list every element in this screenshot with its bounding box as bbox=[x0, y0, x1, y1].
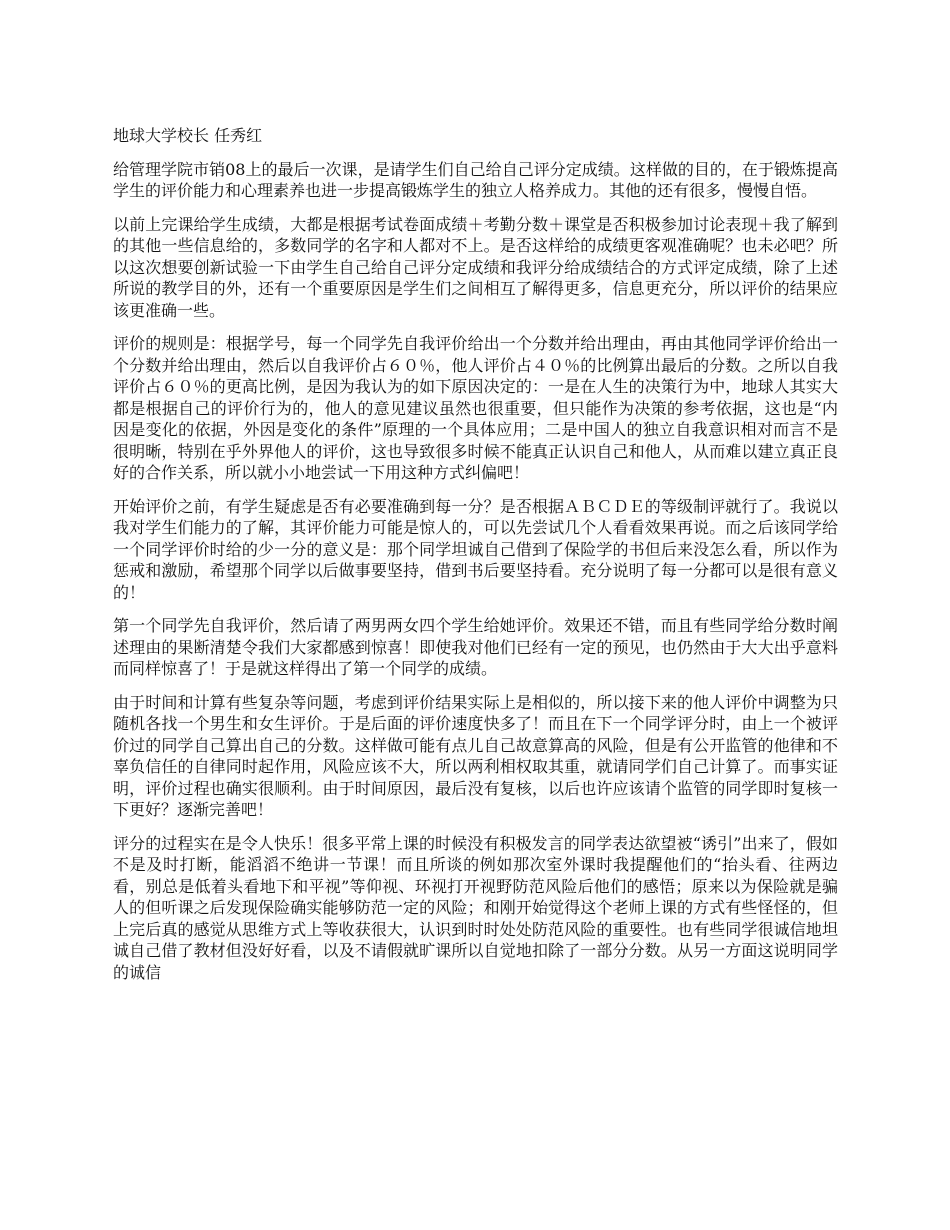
paragraph-3: 评价的规则是：根据学号，每一个同学先自我评价给出一个分数并给出理由，再由其他同学评价给出一个分数并给出理由，然后以自我评价占６０％，他人评价占４０％的比例算出最后的分数。之所以自我评价占６０％的更高比例，是因为我认为的如下原因决定的：一是在人生的决策行为中，地球人其实大都是根据自己的评价行为的，他人的意见建议虽然也很重要，但只能作为决策的参考依据，这也是“内因是变化的依据，外因是变化的条件”原理的一个具体应用；二是中国人的独立自我意识相对而言不是很明晰，特别在乎外界他人的评价，这也导致很多时候不能真正认识自己和他人，从而难以建立真正良好的合作关系，所以就小小地尝试一下用这种方式纠偏吧！ bbox=[113, 334, 838, 482]
document-page bbox=[113, 125, 838, 995]
paragraph-6: 由于时间和计算有些复杂等问题，考虑到评价结果实际上是相似的，所以接下来的他人评价中调整为只随机各找一个男生和女生评价。于是后面的评价速度快多了！而且在下一个同学评分时，由上一个被评价过的同学自己算出自己的分数。这样做可能有点儿自己故意算高的风险，但是有公开监管的他律和不辜负信任的自律同时起作用，风险应该不大，所以两利相权取其重，就请同学们自己计算了。而事实证明，评价过程也确实很顺利。由于时间原因，最后没有复核，以后也许应该请个监管的同学即时复核一下更好？逐渐完善吧！ bbox=[113, 692, 838, 819]
author-line: 地球大学校长 任秀红 bbox=[113, 126, 263, 145]
paragraph-7: 评分的过程实在是令人快乐！很多平常上课的时候没有积极发言的同学表达欲望被“诱引”出来了，假如不是及时打断，能滔滔不绝讲一节课！而且所谈的例如那次室外课时我提醒他们的“抬头看、往两边看，别总是低着头看地下和平视”等仰视、环视打开视野防范风险后他们的感悟；原来以为保险就是骗人的但听课之后发现保险确实能够防范一定的风险；和刚开始觉得这个老师上课的方式有些怪怪的，但上完后真的感觉从思维方式上等收获很大，认识到时时处处防范风险的重要性。也有些同学很诚信地坦诚自己借了教材但没好好看，以及不请假就旷课所以自觉地扣除了一部分分数。从另一方面这说明同学的诚信 bbox=[113, 833, 838, 982]
paragraph-4: 开始评价之前，有学生疑虑是否有必要准确到每一分？是否根据ＡＢＣＤＥ的等级制评就行了。我说以我对学生们能力的了解，其评价能力可能是惊人的，可以先尝试几个人看看效果再说。而之后该同学给一个同学评价时给的少一分的意义是：那个同学坦诚自己借到了保险学的书但后来没怎么看，所以作为惩戒和激励，希望那个同学以后做事要坚持，借到书后要坚持看。充分说明了每一分都可以是很有意义的！ bbox=[113, 496, 838, 602]
paragraph-2: 以前上完课给学生成绩，大都是根据考试卷面成绩＋考勤分数＋课堂是否积极参加讨论表现＋我了解到的其他一些信息给的，多数同学的名字和人都对不上。是否这样给的成绩更客观准确呢？也未必吧？所以这次想要创新试验一下由学生自己给自己评分定成绩和我评分给成绩结合的方式评定成绩，除了上述所说的教学目的外，还有一个重要原因是学生们之间相互了解得更多，信息更充分，所以评价的结果应该更准确一些。 bbox=[113, 214, 838, 320]
paragraph-5: 第一个同学先自我评价，然后请了两男两女四个学生给她评价。效果还不错，而且有些同学给分数时阐述理由的果断清楚令我们大家都感到惊喜！即使我对他们已经有一定的预见，也仍然由于大大出乎意料而同样惊喜了！于是就这样得出了第一个同学的成绩。 bbox=[113, 616, 838, 678]
paragraph-1: 给管理学院市销08上的最后一次课，是请学生们自己给自己评分定成绩。这样做的目的，在于锻炼提高学生的评价能力和心理素养也进一步提高锻炼学生的独立人格养成力。其他的还有很多，慢慢自悟。 bbox=[113, 159, 838, 200]
